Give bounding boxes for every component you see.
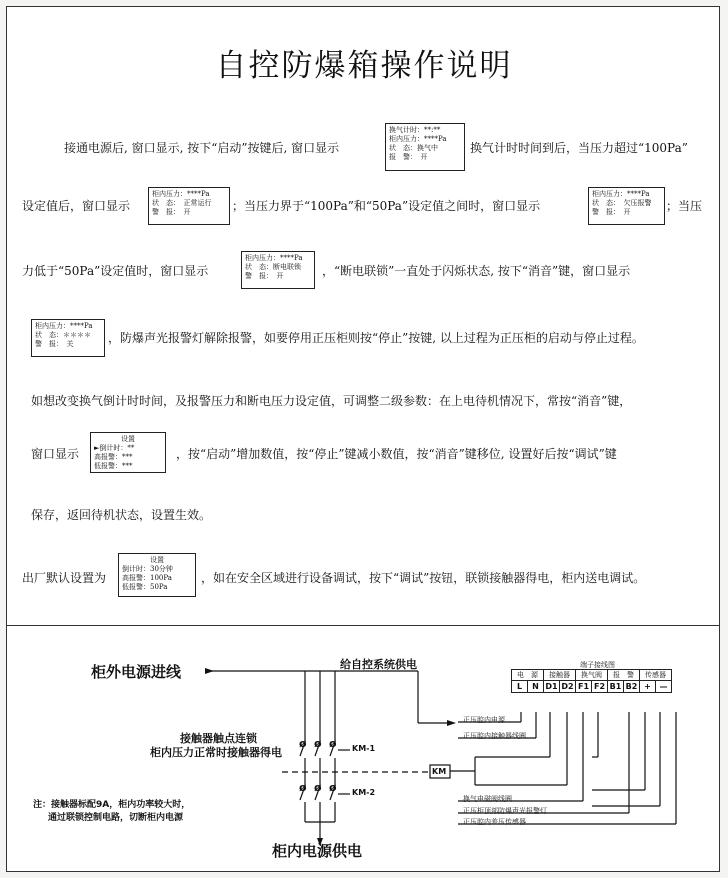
note-line-1: 注：接触器标配9A，柜内功率较大时， <box>33 800 191 810</box>
display-line: 换气计时：**:** <box>389 126 441 134</box>
wire-label-alarm: 正压柜顶部防爆声光报警灯 <box>463 807 547 815</box>
svg-text:ø: ø <box>314 781 322 794</box>
display-line: 警 报： 开 <box>152 208 191 216</box>
display-line: 状 态：断电联锁 <box>245 263 301 271</box>
display-line: 低报警：50Pa <box>122 583 168 591</box>
group-contactor: 接触器 <box>544 670 576 681</box>
power-in-label: 柜外电源进线 <box>91 663 182 681</box>
display-line: 柜内压力：****Pa <box>152 190 210 198</box>
interlock-label-1: 接触器触点连锁 <box>180 732 257 745</box>
terminal-key: B2 <box>624 681 640 693</box>
terminal-key: L <box>512 681 528 693</box>
display-line: 柜内压力：****Pa <box>245 254 303 262</box>
para1-line3-a: 力低于“50Pa”设定值时，窗口显示 <box>22 264 209 278</box>
control-arrow-icon <box>447 720 456 726</box>
para1-line2-c: ；当压 <box>666 199 703 213</box>
terminal-key: D1 <box>545 682 558 691</box>
control-supply-label: 给自控系统供电 <box>340 658 417 671</box>
note-line-2: 通过联锁控制电路，切断柜内电源 <box>48 813 184 823</box>
para1-line1-b: 换气计时时间到后，当压力超过“100Pa” <box>470 141 688 155</box>
display-line: 柜内压力：****Pa <box>592 190 650 198</box>
wire-label-sensor: 正压腔内差压传感器 <box>463 818 526 826</box>
para2-line2-a: 窗口显示 <box>31 447 80 461</box>
para1-line2-b: ；当压力界于“100Pa”和“50Pa”设定值之间时，窗口显示 <box>232 199 541 213</box>
km-coil-label: KM <box>432 767 447 776</box>
feed-arrow-icon <box>205 668 214 674</box>
display-line: 警 报： 开 <box>245 272 284 280</box>
terminal-key: N <box>528 681 544 693</box>
terminal-key: F2 <box>592 681 608 693</box>
svg-text:ø: ø <box>329 737 337 750</box>
display-line: 柜内压力：****Pa <box>35 322 93 330</box>
display-line: 状 态：换气中 <box>389 144 438 152</box>
display-line: 设置 <box>121 435 135 443</box>
para1-line1-a: 接通电源后, 窗口显示, 按下“启动”按键后, 窗口显示 <box>64 141 340 155</box>
para3-b: ，如在安全区域进行设备调试，按下“调试”按钮，联锁接触器得电，柜内送电调试。 <box>201 571 646 585</box>
group-valve: 换气阀 <box>576 670 608 681</box>
display-line: 报 警： 开 <box>389 153 428 161</box>
para2-line2-b: ，按“启动”增加数值，按“停止”键减小数值，按“消音”键移位, 设置好后按“调试”键 <box>176 447 617 461</box>
km1-label: KM-1 <box>352 744 376 753</box>
terminal-key: + <box>640 681 656 693</box>
display-line: 设置 <box>150 556 164 564</box>
display-line: ►倒计时：** <box>94 444 135 452</box>
wire-label-coil: 正压腔内接触器线圈 <box>463 732 526 740</box>
para1-line3-b: ，“断电联锁”一直处于闪烁状态, 按下“消音”键，窗口显示 <box>322 264 631 278</box>
display-line: 警 报： 开 <box>592 208 631 216</box>
para1-line4: ，防爆声光报警灯解除报警，如要停用正压柜则按“停止”按键, 以上过程为正压柜的启动与停止过程。 <box>108 331 644 345</box>
display-line: 柜内压力：****Pa <box>389 135 447 143</box>
display-line: 状 态：＊＊＊＊ <box>35 331 91 339</box>
display-line: 高报警：100Pa <box>122 574 172 582</box>
display-line: 警 报： 关 <box>35 340 74 348</box>
svg-text:ø: ø <box>329 781 337 794</box>
wire-label-valve: 换气电磁阀线圈 <box>463 795 512 803</box>
power-out-label: 柜内电源供电 <box>272 842 363 860</box>
page-title: 自控防爆箱操作说明 <box>215 48 513 84</box>
group-alarm: 报 警 <box>608 670 640 681</box>
display-line: 高报警：*** <box>94 453 133 461</box>
para1-line2-a: 设定值后，窗口显示 <box>22 199 131 213</box>
terminal-key: B1 <box>608 681 624 693</box>
km2-label: KM-2 <box>352 788 376 797</box>
interlock-label-2: 柜内压力正常时接触器得电 <box>150 746 282 759</box>
svg-text:ø: ø <box>299 781 307 794</box>
terminal-key: D2 <box>561 682 574 691</box>
terminal-table <box>511 669 672 693</box>
group-power: 电 源 <box>512 670 544 681</box>
wire-label-power: 正压腔内电源 <box>463 716 505 724</box>
terminal-key: F1 <box>576 681 592 693</box>
display-line: 状 态： 正常运行 <box>152 199 212 207</box>
display-line: 低报警：*** <box>94 462 133 470</box>
svg-text:ø: ø <box>314 737 322 750</box>
terminal-key: — <box>656 681 672 693</box>
terminal-title: 端子接线图 <box>580 661 615 669</box>
display-line: 倒计时：30分钟 <box>122 565 173 573</box>
para3-a: 出厂默认设置为 <box>22 571 107 585</box>
svg-text:ø: ø <box>299 737 307 750</box>
para2-line3: 保存，返回待机状态，设置生效。 <box>31 508 212 522</box>
group-sensor: 传感器 <box>640 670 672 681</box>
para2-line1: 如想改变换气倒计时时间，及报警压力和断电压力设定值，可调整二级参数：在上电待机情况下，常按“消音”键， <box>31 394 632 408</box>
display-line: 状 态： 欠压报警 <box>592 199 652 207</box>
